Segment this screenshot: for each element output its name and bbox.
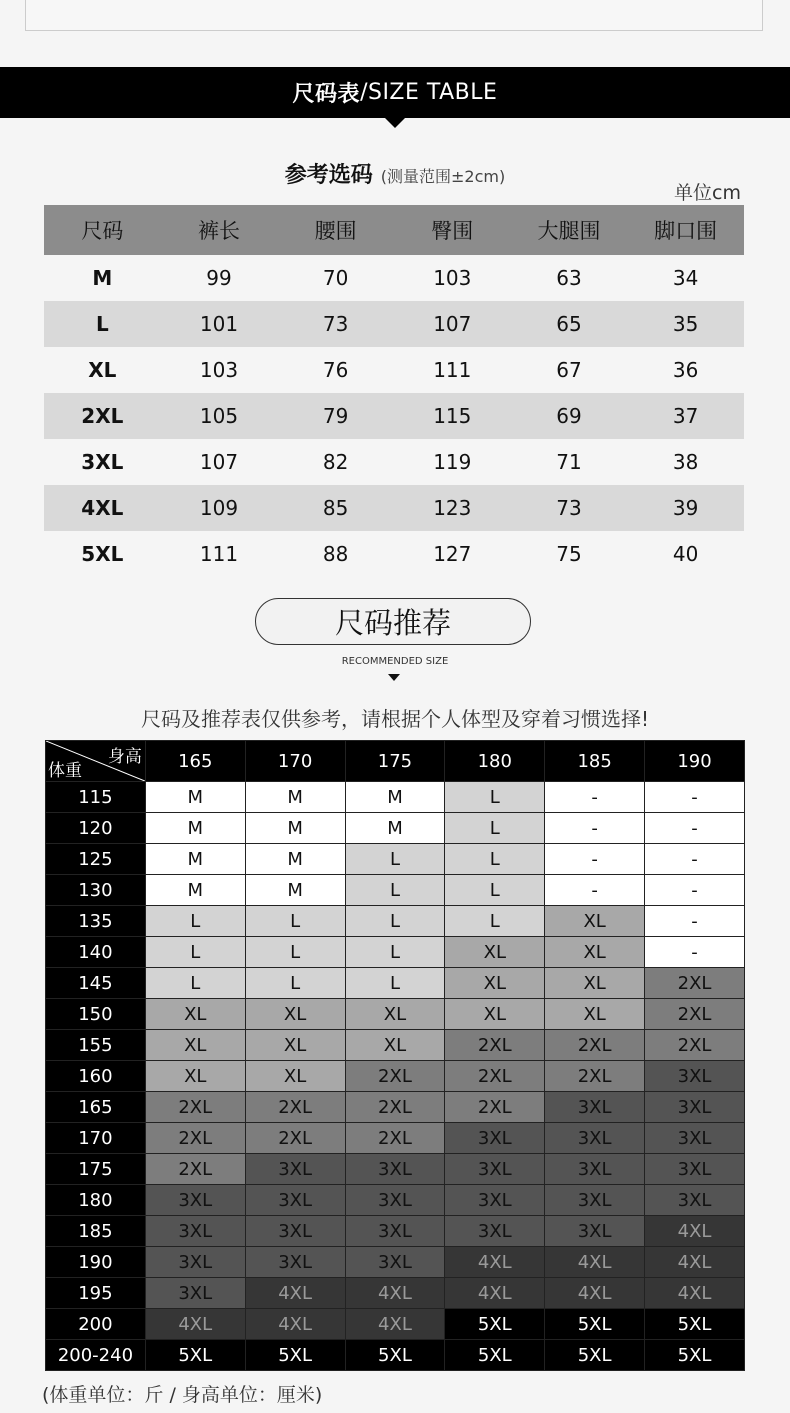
size-table-row [44, 531, 744, 577]
recommended-size-cell: 3XL [545, 1123, 645, 1154]
measure-cell: 65 [511, 301, 628, 347]
measure-cell: 34 [672, 266, 699, 290]
recommend-row [46, 1247, 745, 1278]
recommended-size-cell: L [145, 968, 245, 999]
measure-cell: 119 [433, 450, 472, 474]
size-table-row [44, 301, 744, 347]
measure-cell: 107 [394, 301, 511, 347]
recommended-size-cell: 3XL [345, 1185, 445, 1216]
measure-cell: 76 [322, 358, 349, 382]
recommended-size-cell: M [145, 813, 245, 844]
size-cell: M [92, 266, 113, 290]
recommend-row [46, 1309, 745, 1340]
height-header: 170 [245, 741, 345, 782]
recommended-size-cell: L [245, 906, 345, 937]
recommended-size-cell: 2XL [645, 968, 745, 999]
recommended-size-cell: L [445, 844, 545, 875]
recommended-size-cell: 2XL [445, 1061, 545, 1092]
recommend-row [46, 1123, 745, 1154]
measure-cell: 109 [161, 485, 278, 531]
recommended-size-cell: 3XL [645, 1061, 745, 1092]
recommend-row [46, 844, 745, 875]
recommended-size-cell: XL [345, 999, 445, 1030]
weight-cell: 160 [46, 1061, 146, 1092]
recommended-size-cell: 3XL [445, 1154, 545, 1185]
recommend-row [46, 906, 745, 937]
measure-cell: 71 [556, 450, 582, 474]
recommended-size-cell: 3XL [545, 1092, 645, 1123]
reference-title [0, 158, 790, 189]
recommended-size-cell: 3XL [145, 1247, 245, 1278]
recommended-size-cell: L [445, 782, 545, 813]
recommended-size-cell: 3XL [445, 1185, 545, 1216]
recommended-size-cell: 3XL [245, 1216, 345, 1247]
measure-cell: 82 [322, 450, 349, 474]
corner-weight-label: 体重 [48, 761, 82, 781]
size-table-header: 脚口围 [627, 205, 744, 255]
recommended-size-cell: XL [445, 937, 545, 968]
recommend-row [46, 1061, 745, 1092]
size-cell: 3XL [81, 450, 124, 474]
size-table-row [44, 485, 744, 531]
size-table-header: 裤长 [161, 205, 278, 255]
recommended-size-cell: 5XL [445, 1309, 545, 1340]
recommended-size-cell: M [145, 844, 245, 875]
recommended-size-cell: 3XL [245, 1247, 345, 1278]
recommend-row [46, 999, 745, 1030]
weight-cell: 175 [46, 1154, 146, 1185]
banner-title-en: /SIZE TABLE [360, 80, 498, 105]
recommended-size-cell: XL [545, 999, 645, 1030]
measure-cell: 63 [556, 266, 582, 290]
weight-cell: 150 [46, 999, 146, 1030]
size-table [44, 205, 744, 577]
recommend-table [45, 740, 745, 1371]
recommended-size-cell: 2XL [645, 999, 745, 1030]
recommended-size-cell: L [345, 875, 445, 906]
height-header: 190 [645, 741, 745, 782]
recommended-size-cell: L [145, 906, 245, 937]
recommended-size-cell: XL [445, 999, 545, 1030]
recommended-size-cell: 2XL [145, 1092, 245, 1123]
size-cell: 5XL [81, 542, 124, 566]
recommend-title: 尺码推荐 [255, 598, 531, 645]
weight-cell: 185 [46, 1216, 146, 1247]
recommended-size-cell: M [345, 782, 445, 813]
recommended-size-cell: 3XL [145, 1216, 245, 1247]
recommended-size-cell: XL [545, 906, 645, 937]
corner-cell [46, 741, 146, 782]
recommended-size-cell: M [145, 782, 245, 813]
recommended-size-cell: L [245, 937, 345, 968]
recommended-size-cell: 5XL [645, 1309, 745, 1340]
recommended-size-cell: - [545, 813, 645, 844]
banner-title-cn: 尺码表 [292, 82, 361, 107]
banner-down-arrow-icon [384, 117, 406, 128]
recommended-size-cell: XL [245, 1061, 345, 1092]
recommend-row [46, 1185, 745, 1216]
recommend-row [46, 1340, 745, 1371]
recommended-size-cell: 2XL [245, 1092, 345, 1123]
height-header: 180 [445, 741, 545, 782]
recommended-size-cell: - [645, 844, 745, 875]
measure-cell: 88 [322, 542, 349, 566]
recommended-size-cell: - [545, 844, 645, 875]
recommended-size-cell: - [545, 875, 645, 906]
reference-note: (测量范围±2cm) [380, 167, 506, 186]
recommended-size-cell: L [345, 968, 445, 999]
measure-cell: 35 [627, 301, 744, 347]
size-table-header: 臀围 [394, 205, 511, 255]
measure-cell: 39 [627, 485, 744, 531]
units-footer: (体重单位：斤 / 身高单位：厘米) [42, 1384, 323, 1406]
size-table-row [44, 255, 744, 301]
measure-cell: 75 [556, 542, 582, 566]
recommended-size-cell: L [445, 813, 545, 844]
recommended-size-cell: 3XL [345, 1216, 445, 1247]
measure-cell: 73 [277, 301, 394, 347]
recommended-size-cell: 4XL [445, 1278, 545, 1309]
recommend-row [46, 1030, 745, 1061]
recommended-size-cell: XL [545, 968, 645, 999]
measure-cell: 37 [627, 393, 744, 439]
recommend-note: 尺码及推荐表仅供参考，请根据个人体型及穿着习惯选择! [140, 707, 650, 731]
weight-cell: 200 [46, 1309, 146, 1340]
recommended-size-cell: 5XL [345, 1340, 445, 1371]
measure-cell: 73 [511, 485, 628, 531]
height-header: 165 [145, 741, 245, 782]
recommend-subtitle: RECOMMENDED SIZE [341, 656, 449, 667]
measure-cell: 69 [511, 393, 628, 439]
recommended-size-cell: L [245, 968, 345, 999]
measure-cell: 103 [199, 358, 239, 382]
recommended-size-cell: L [345, 906, 445, 937]
recommended-size-cell: - [645, 782, 745, 813]
size-cell: 4XL [44, 485, 161, 531]
recommended-size-cell: 3XL [645, 1092, 745, 1123]
weight-cell: 135 [46, 906, 146, 937]
recommended-size-cell: L [345, 844, 445, 875]
recommend-row [46, 1216, 745, 1247]
recommended-size-cell: M [245, 844, 345, 875]
size-table-header: 大腿围 [511, 205, 628, 255]
measure-cell: 40 [672, 542, 699, 566]
recommended-size-cell: 4XL [645, 1278, 745, 1309]
recommended-size-cell: 4XL [545, 1247, 645, 1278]
recommended-size-cell: - [545, 782, 645, 813]
recommended-size-cell: XL [545, 937, 645, 968]
measure-cell: 105 [161, 393, 278, 439]
recommended-size-cell: 3XL [245, 1185, 345, 1216]
recommended-size-cell: 4XL [345, 1278, 445, 1309]
measure-cell: 123 [394, 485, 511, 531]
recommended-size-cell: M [245, 782, 345, 813]
weight-cell: 165 [46, 1092, 146, 1123]
weight-cell: 140 [46, 937, 146, 968]
measure-cell: 111 [199, 542, 239, 566]
recommend-row [46, 1278, 745, 1309]
weight-cell: 200-240 [46, 1340, 146, 1371]
measure-cell: 36 [672, 358, 699, 382]
recommend-down-arrow-icon [388, 674, 400, 681]
size-cell: 2XL [44, 393, 161, 439]
recommended-size-cell: L [445, 906, 545, 937]
recommend-row [46, 937, 745, 968]
height-header: 185 [545, 741, 645, 782]
recommended-size-cell: 5XL [445, 1340, 545, 1371]
recommend-row [46, 875, 745, 906]
measure-cell: 99 [206, 266, 232, 290]
recommended-size-cell: 3XL [645, 1154, 745, 1185]
weight-cell: 130 [46, 875, 146, 906]
recommend-row [46, 968, 745, 999]
weight-cell: 180 [46, 1185, 146, 1216]
recommended-size-cell: 2XL [445, 1092, 545, 1123]
recommended-size-cell: 3XL [445, 1123, 545, 1154]
recommend-row [46, 782, 745, 813]
recommended-size-cell: XL [245, 999, 345, 1030]
recommended-size-cell: 5XL [645, 1340, 745, 1371]
recommended-size-cell: - [645, 937, 745, 968]
measure-cell: 85 [277, 485, 394, 531]
recommended-size-cell: 5XL [245, 1340, 345, 1371]
recommended-size-cell: M [345, 813, 445, 844]
recommended-size-cell: 3XL [145, 1278, 245, 1309]
measure-cell: 115 [394, 393, 511, 439]
recommended-size-cell: 3XL [645, 1185, 745, 1216]
recommended-size-cell: 2XL [345, 1061, 445, 1092]
measure-cell: 79 [277, 393, 394, 439]
recommend-row [46, 813, 745, 844]
weight-cell: 125 [46, 844, 146, 875]
measure-cell: 111 [433, 358, 472, 382]
weight-cell: 155 [46, 1030, 146, 1061]
recommended-size-cell: - [645, 813, 745, 844]
recommended-size-cell: 3XL [345, 1154, 445, 1185]
recommended-size-cell: 5XL [545, 1309, 645, 1340]
unit-label: 单位cm [674, 182, 741, 204]
weight-cell: 195 [46, 1278, 146, 1309]
measure-cell: 70 [322, 266, 349, 290]
recommended-size-cell: 4XL [445, 1247, 545, 1278]
recommended-size-cell: - [645, 875, 745, 906]
recommended-size-cell: 5XL [145, 1340, 245, 1371]
measure-cell: 127 [433, 542, 472, 566]
size-table-banner [0, 67, 790, 118]
recommended-size-cell: 4XL [545, 1278, 645, 1309]
recommended-size-cell: 2XL [645, 1030, 745, 1061]
recommended-size-cell: 2XL [345, 1092, 445, 1123]
weight-cell: 190 [46, 1247, 146, 1278]
recommended-size-cell: 2XL [245, 1123, 345, 1154]
top-frame [25, 0, 763, 31]
weight-cell: 120 [46, 813, 146, 844]
recommended-size-cell: 4XL [345, 1309, 445, 1340]
recommended-size-cell: 3XL [145, 1185, 245, 1216]
recommended-size-cell: 3XL [245, 1154, 345, 1185]
recommended-size-cell: M [245, 875, 345, 906]
recommended-size-cell: 3XL [345, 1247, 445, 1278]
recommended-size-cell: - [645, 906, 745, 937]
recommended-size-cell: 2XL [145, 1123, 245, 1154]
weight-cell: 145 [46, 968, 146, 999]
recommended-size-cell: 4XL [145, 1309, 245, 1340]
recommended-size-cell: L [145, 937, 245, 968]
recommended-size-cell: M [145, 875, 245, 906]
recommended-size-cell: 3XL [545, 1216, 645, 1247]
size-table-row [44, 439, 744, 485]
recommended-size-cell: XL [145, 1061, 245, 1092]
size-table-row [44, 347, 744, 393]
size-table-header: 腰围 [277, 205, 394, 255]
weight-cell: 115 [46, 782, 146, 813]
recommended-size-cell: 3XL [545, 1154, 645, 1185]
recommended-size-cell: 2XL [445, 1030, 545, 1061]
size-cell: L [44, 301, 161, 347]
recommended-size-cell: 4XL [645, 1216, 745, 1247]
recommended-size-cell: L [345, 937, 445, 968]
recommended-size-cell: 3XL [645, 1123, 745, 1154]
recommended-size-cell: 4XL [245, 1309, 345, 1340]
recommended-size-cell: XL [145, 999, 245, 1030]
measure-cell: 103 [433, 266, 472, 290]
recommended-size-cell: 2XL [345, 1123, 445, 1154]
recommended-size-cell: L [445, 875, 545, 906]
recommended-size-cell: 4XL [245, 1278, 345, 1309]
recommended-size-cell: XL [245, 1030, 345, 1061]
measure-cell: 67 [556, 358, 582, 382]
recommended-size-cell: 2XL [145, 1154, 245, 1185]
size-cell: XL [88, 358, 117, 382]
measure-cell: 38 [672, 450, 699, 474]
recommend-row [46, 1154, 745, 1185]
recommended-size-cell: XL [345, 1030, 445, 1061]
corner-height-label: 身高 [107, 747, 142, 767]
recommended-size-cell: 5XL [545, 1340, 645, 1371]
recommended-size-cell: XL [445, 968, 545, 999]
recommended-size-cell: XL [145, 1030, 245, 1061]
size-table-header: 尺码 [44, 205, 161, 255]
recommended-size-cell: 2XL [545, 1061, 645, 1092]
recommended-size-cell: 2XL [545, 1030, 645, 1061]
recommended-size-cell: 4XL [645, 1247, 745, 1278]
recommended-size-cell: 3XL [545, 1185, 645, 1216]
height-header: 175 [345, 741, 445, 782]
weight-cell: 170 [46, 1123, 146, 1154]
recommend-row [46, 1092, 745, 1123]
recommended-size-cell: 3XL [445, 1216, 545, 1247]
reference-title-text: 参考选码 [284, 163, 373, 188]
recommended-size-cell: M [245, 813, 345, 844]
measure-cell: 101 [161, 301, 278, 347]
size-table-row [44, 393, 744, 439]
measure-cell: 107 [199, 450, 239, 474]
